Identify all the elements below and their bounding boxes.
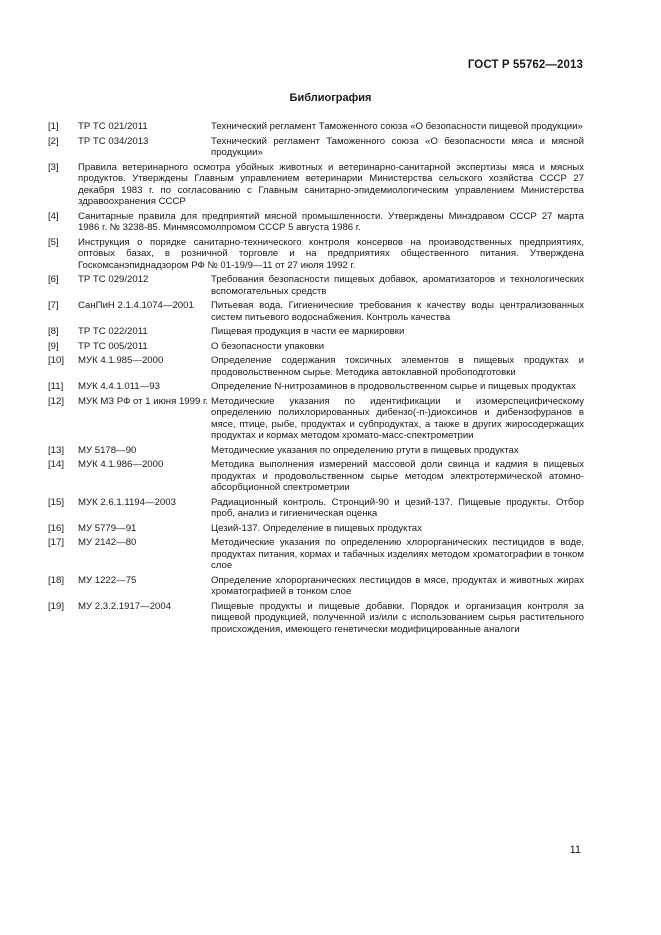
bibliography-entry: [48, 121, 584, 133]
entry-code: ТР ТС 005/2011: [78, 340, 148, 352]
standard-designation: ГОСТ Р 55762—2013: [467, 59, 583, 71]
bibliography-entry: [48, 355, 584, 378]
entry-number: [8]: [48, 326, 59, 337]
bibliography-entry: [48, 459, 584, 494]
entry-number: [18]: [48, 574, 65, 586]
entry-description: Пищевые продукты и пищевые добавки. Порядок и организация контроля за пищевой продукцией, полученной из/или с использованием сырья растительного происхождения, имеющего генетически модифицированные аналоги: [211, 600, 584, 635]
entry-number: [11]: [48, 381, 64, 392]
entry-code: МУ 1222—75: [78, 574, 137, 586]
entry-code: МУК МЗ РФ от 1 июня 1999 г.: [78, 395, 208, 407]
entry-number: [2]: [48, 135, 59, 147]
bibliography-entry: [48, 341, 584, 353]
bibliography-entry: [48, 575, 584, 598]
entry-description: Правила ветеринарного осмотра убойных животных и ветеринарно-санитарной экспертизы мяса и мясных продуктов. Утверждены Главным управлением ветеринарии Министерства сельского хозяйства СССР 27 декабря 1983 г. по согласованию с Главным санитарно-эпидемиологическим управлением Министерства здравоохранения СССР: [78, 161, 584, 207]
entry-code: МУ 5779—91: [78, 522, 137, 534]
bibliography-entry: [48, 445, 584, 457]
entry-description: Методические указания по определению ртути в пищевых продуктах: [211, 444, 519, 456]
entry-code: ТР ТС 029/2012: [78, 274, 149, 285]
entry-number: [3]: [48, 161, 59, 173]
bibliography-entry: [48, 274, 584, 297]
entry-number: [17]: [48, 537, 65, 548]
entry-number: [19]: [48, 600, 65, 612]
entry-description: Определение N-нитрозаминов в продовольственном сырье и пищевых продуктах: [211, 381, 576, 392]
entry-description: Методические указания по идентификации и изомерспецифическому определению полихлорированных дибензо(-п-)диоксинов и дибензофуранов в мясе, птице, рыбе, продуктах и субпродуктах, а также в других жиросодержащих продуктах и кормах методом хромато-масс-спектрометрии: [211, 395, 584, 441]
entry-code: МУ 5178—90: [78, 444, 137, 456]
entry-description: Пищевая продукция в части ее маркировки: [211, 326, 405, 337]
entry-number: [15]: [48, 496, 65, 508]
entry-code: ТР ТС 034/2013: [78, 135, 149, 147]
entry-description: Определение хлорорганических пестицидов в мясе, продуктах и животных жирах хроматографией в тонком слое: [211, 574, 584, 597]
entry-number: [6]: [48, 274, 59, 285]
entry-code: ТР ТС 021/2011: [78, 121, 148, 132]
entry-description: Инструкция о порядке санитарно-технического контроля консервов на производственных предприятиях, оптовых базах, в розничной торговле и на предприятиях общественного питания. Утверждена Госкомсанэпиднадзором РФ № 01-19/9—11 от 27 июля 1992 г.: [78, 236, 584, 271]
entry-description: Методические указания по определению хлорорганических пестицидов в воде, продуктах питания, кормах и табачных изделиях методом хроматографии в тонком слое: [211, 537, 584, 571]
entry-number: [9]: [48, 340, 59, 352]
entry-code: ТР ТС 022/2011: [78, 326, 148, 337]
entry-description: Санитарные правила для предприятий мясной промышленности. Утверждены Минздравом СССР 27 марта 1986 г. № 3238-85. Минмясомолпромом СССР 5 августа 1986 г.: [78, 210, 584, 233]
bibliography-entry: [48, 326, 584, 338]
entry-number: [1]: [48, 121, 59, 132]
entry-code: СанПиН 2.1.4.1074—2001: [78, 300, 194, 311]
entry-description: Технический регламент Таможенного союза «О безопасности мяса и мясной продукции»: [211, 135, 584, 158]
entry-description: О безопасности упаковки: [211, 340, 325, 352]
bibliography-entry: [48, 162, 584, 208]
bibliography-entry: [48, 601, 584, 636]
entry-number: [7]: [48, 300, 59, 311]
page-number: 11: [569, 844, 581, 856]
entry-description: Технический регламент Таможенного союза «О безопасности пищевой продукции»: [211, 121, 583, 132]
entry-code: МУ 2.3.2.1917—2004: [78, 600, 172, 612]
entry-description: Питьевая вода. Гигиенические требования к качеству воды централизованных систем питьевого водоснабжения. Контроль качества: [211, 300, 584, 323]
entry-description: Радиационный контроль. Стронций-90 и цезий-137. Пищевые продукты. Отбор проб, анализ и гигиеническая оценка: [211, 496, 584, 519]
bibliography-entry: [48, 300, 584, 323]
entry-code: МУК 4.1.985—2000: [78, 355, 164, 366]
entry-number: [14]: [48, 459, 65, 470]
entry-code: МУК 4.1.986—2000: [78, 459, 164, 470]
entry-code: МУК 4.4.1.011—93: [78, 381, 160, 392]
bibliography-list: [48, 121, 584, 638]
bibliography-entry: [48, 537, 584, 572]
bibliography-entry: [48, 381, 584, 393]
bibliography-entry: [48, 136, 584, 159]
entry-code: МУ 2142—80: [78, 537, 137, 548]
section-title: Библиография: [289, 92, 372, 104]
bibliography-entry: [48, 497, 584, 520]
entry-number: [4]: [48, 210, 59, 222]
entry-description: Требования безопасности пищевых добавок, ароматизаторов и технологических вспомогательных средств: [211, 274, 584, 297]
entry-number: [12]: [48, 395, 65, 407]
entry-description: Определение содержания токсичных элементов в пищевых продуктах и продовольственном сырье. Методика автоклавной пробоподготовки: [211, 355, 584, 378]
bibliography-entry: [48, 237, 584, 272]
entry-number: [16]: [48, 522, 65, 534]
entry-number: [10]: [48, 355, 65, 366]
entry-number: [13]: [48, 444, 65, 456]
bibliography-entry: [48, 523, 584, 535]
entry-number: [5]: [48, 236, 59, 248]
entry-code: МУК 2.6.1.1194—2003: [78, 496, 176, 508]
bibliography-entry: [48, 211, 584, 234]
bibliography-entry: [48, 396, 584, 442]
entry-description: Методика выполнения измерений массовой доли свинца и кадмия в пищевых продуктах и продовольственном сырье методом электротермической атомно-абсорбционной спектрометрии: [211, 459, 584, 493]
entry-description: Цезий-137. Определение в пищевых продуктах: [211, 522, 422, 534]
